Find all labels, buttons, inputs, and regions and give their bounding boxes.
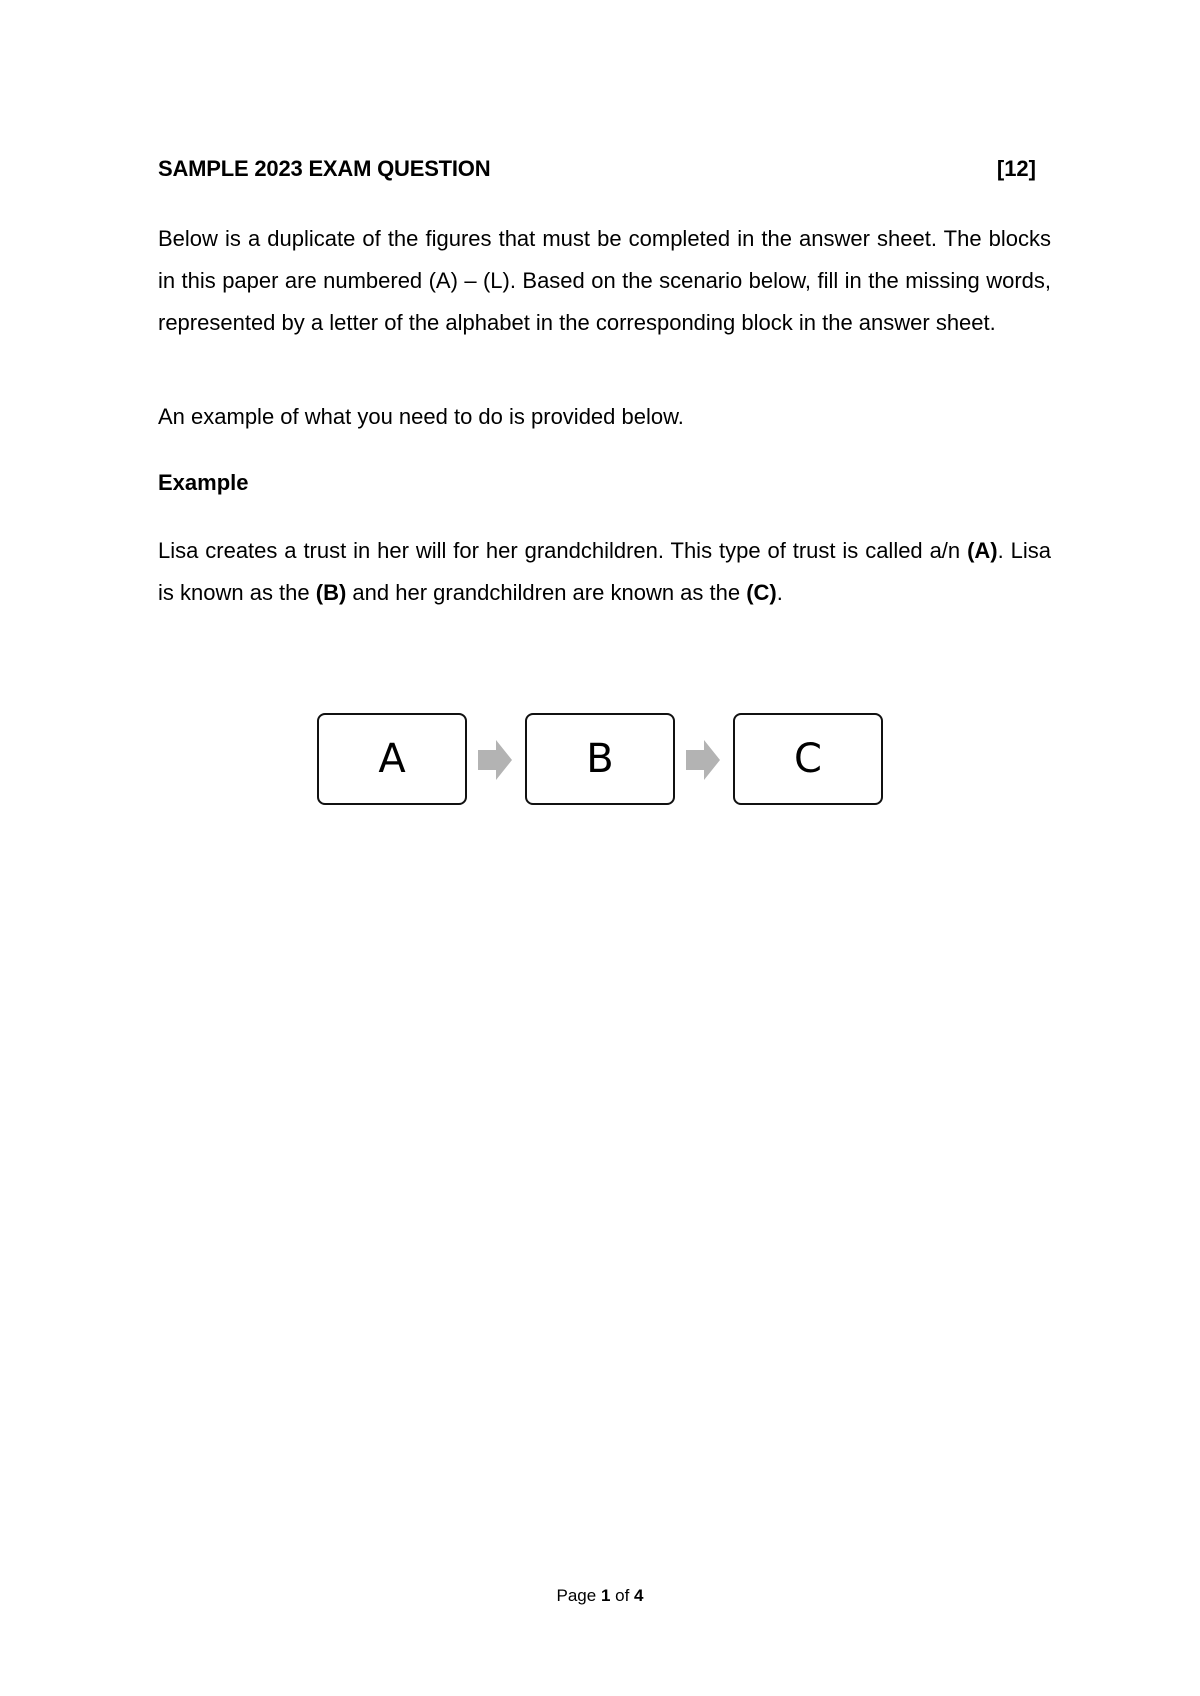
flow-block-a: A [317,713,467,805]
scenario-text-3: and her grandchildren are known as the [346,580,747,605]
question-title: SAMPLE 2023 EXAM QUESTION [158,156,491,181]
intro-paragraph: Below is a duplicate of the figures that must be completed in the answer sheet. The blocks in this paper are numbered (A) – (L). Based on the scenario below, fill in the missing words, represented by a letter of the alphabet in the corresponding block in the answer sheet. [158,226,1051,335]
example-scenario [158,530,1051,614]
scenario-text-2: . Lisa is known as the [158,538,1051,605]
of-label: of [610,1586,635,1605]
page-label: Page [556,1586,601,1605]
flow-block-b: B [525,713,675,805]
marker-c: (C) [746,580,777,605]
page-total: 4 [634,1586,644,1605]
right-arrow-icon [686,740,720,780]
flow-block-c: C [733,713,883,805]
marker-b: (B) [315,580,347,605]
right-arrow-icon [478,740,512,780]
example-heading: Example [158,470,249,495]
scenario-text-1: Lisa creates a trust in her will for her grandchildren. This type of trust is called a/n [158,538,968,563]
page-footer [0,1586,1200,1606]
scenario-text-4: . [776,580,783,605]
question-marks: [12] [996,156,1036,181]
page-current: 1 [600,1586,611,1605]
marker-a: (A) [967,538,998,563]
question-header [158,156,1036,188]
instruction-paragraph: An example of what you need to do is provided below. [158,404,684,429]
